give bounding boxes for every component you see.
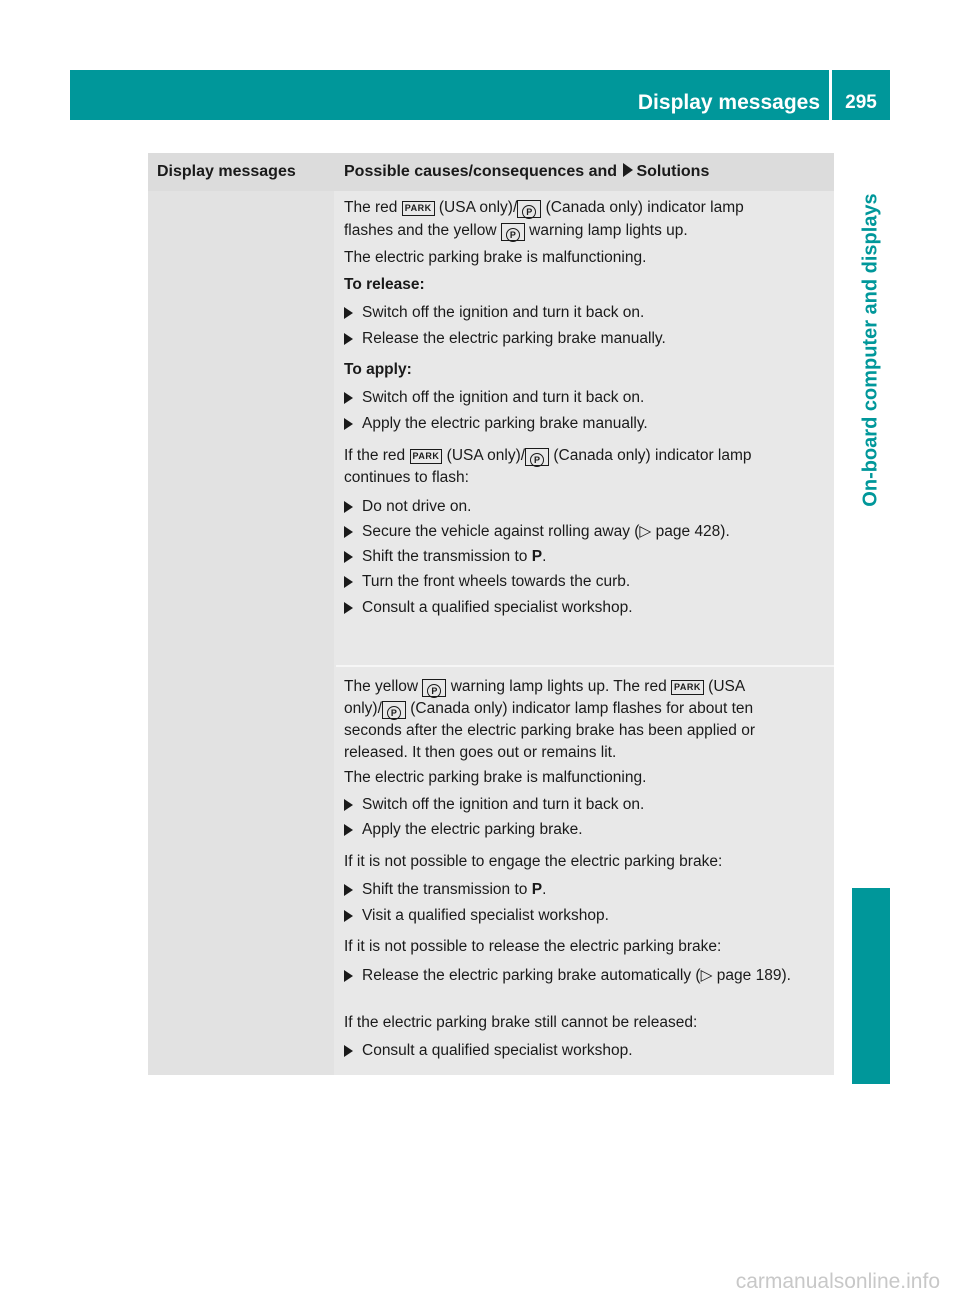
- text-line: If it is not possible to release the electric parking brake:: [344, 938, 722, 955]
- display-message-cell: [148, 191, 334, 1017]
- page-title: Display messages: [637, 91, 820, 114]
- text-line: The red PARK (USA only)/ P (Canada only) indicator lamp: [344, 199, 744, 217]
- step-item: Apply the electric parking brake.: [344, 820, 583, 840]
- arrow-icon: [623, 163, 633, 177]
- text-line: The yellow P warning lamp lights up. The red PARK (USA: [344, 678, 746, 696]
- side-tab-marker: [852, 888, 890, 1084]
- parking-brake-icon: P: [525, 448, 549, 466]
- step-item: Release the electric parking brake manually.: [344, 329, 666, 349]
- step-item: Consult a qualified specialist workshop.: [344, 598, 633, 618]
- column-header-solutions-label: Solutions: [636, 163, 710, 180]
- step-item: Do not drive on.: [344, 497, 471, 517]
- release-heading: To release:: [344, 276, 425, 293]
- step-item: Shift the transmission to P.: [344, 547, 546, 567]
- text-line: released. It then goes out or remains lit.: [344, 744, 617, 761]
- parking-brake-icon: P: [382, 701, 406, 719]
- step-item: Switch off the ignition and turn it back on.: [344, 795, 644, 815]
- step-item: Shift the transmission to P.: [344, 880, 546, 900]
- step-arrow-icon: [344, 307, 353, 319]
- step-item: Turn the front wheels towards the curb.: [344, 572, 630, 592]
- step-arrow-icon: [344, 1045, 353, 1057]
- step-arrow-icon: [344, 576, 353, 588]
- step-arrow-icon: [344, 392, 353, 404]
- row-divider: [336, 665, 834, 667]
- parking-brake-icon: P: [501, 223, 525, 241]
- table-header: [148, 153, 834, 191]
- parking-brake-icon: P: [517, 200, 541, 218]
- step-arrow-icon: [344, 970, 353, 982]
- step-arrow-icon: [344, 884, 353, 896]
- step-arrow-icon: [344, 333, 353, 345]
- text-line: If the electric parking brake still cannot be released:: [344, 1014, 698, 1031]
- step-item: Apply the electric parking brake manually.: [344, 414, 648, 434]
- step-item: Visit a qualified specialist workshop.: [344, 906, 609, 926]
- park-indicator-icon: PARK: [410, 449, 443, 464]
- side-tab-label: On-board computer and displays: [859, 193, 882, 507]
- step-item: Consult a qualified specialist workshop.: [344, 1041, 633, 1061]
- step-arrow-icon: [344, 824, 353, 836]
- step-item: Switch off the ignition and turn it back on.: [344, 303, 644, 323]
- text-line: flashes and the yellow P warning lamp lights up.: [344, 222, 688, 240]
- text-line: seconds after the electric parking brake has been applied or: [344, 722, 755, 739]
- column-header-display-messages: Display messages: [157, 163, 296, 180]
- apply-heading: To apply:: [344, 361, 412, 378]
- table-body-continued: [148, 1015, 834, 1075]
- column-header-solutions: [344, 163, 709, 181]
- step-arrow-icon: [344, 551, 353, 563]
- table-body: [148, 191, 834, 1017]
- text-line: The electric parking brake is malfunctioning.: [344, 249, 647, 266]
- step-arrow-icon: [344, 418, 353, 430]
- park-indicator-icon: PARK: [402, 201, 435, 216]
- park-indicator-icon: PARK: [671, 680, 704, 695]
- step-arrow-icon: [344, 501, 353, 513]
- column-header-causes: Possible causes/consequences and: [344, 163, 618, 180]
- text-line: The electric parking brake is malfunctioning.: [344, 769, 647, 786]
- step-item: Release the electric parking brake automatically (▷ page 189).: [344, 966, 791, 986]
- step-item: Secure the vehicle against rolling away (▷ page 428).: [344, 522, 730, 542]
- text-line: If it is not possible to engage the electric parking brake:: [344, 853, 723, 870]
- page-number: 295: [845, 92, 877, 113]
- text-line: only)/ P (Canada only) indicator lamp flashes for about ten: [344, 700, 754, 718]
- text-line: If the red PARK (USA only)/ P (Canada only) indicator lamp: [344, 447, 752, 465]
- watermark: carmanualsonline.info: [735, 1270, 940, 1293]
- step-arrow-icon: [344, 526, 353, 538]
- display-messages-table: [148, 153, 834, 1075]
- step-arrow-icon: [344, 799, 353, 811]
- parking-brake-icon: P: [422, 679, 446, 697]
- header-bar: [70, 70, 890, 120]
- step-arrow-icon: [344, 602, 353, 614]
- step-arrow-icon: [344, 910, 353, 922]
- step-item: Switch off the ignition and turn it back on.: [344, 388, 644, 408]
- text-line: continues to flash:: [344, 469, 469, 486]
